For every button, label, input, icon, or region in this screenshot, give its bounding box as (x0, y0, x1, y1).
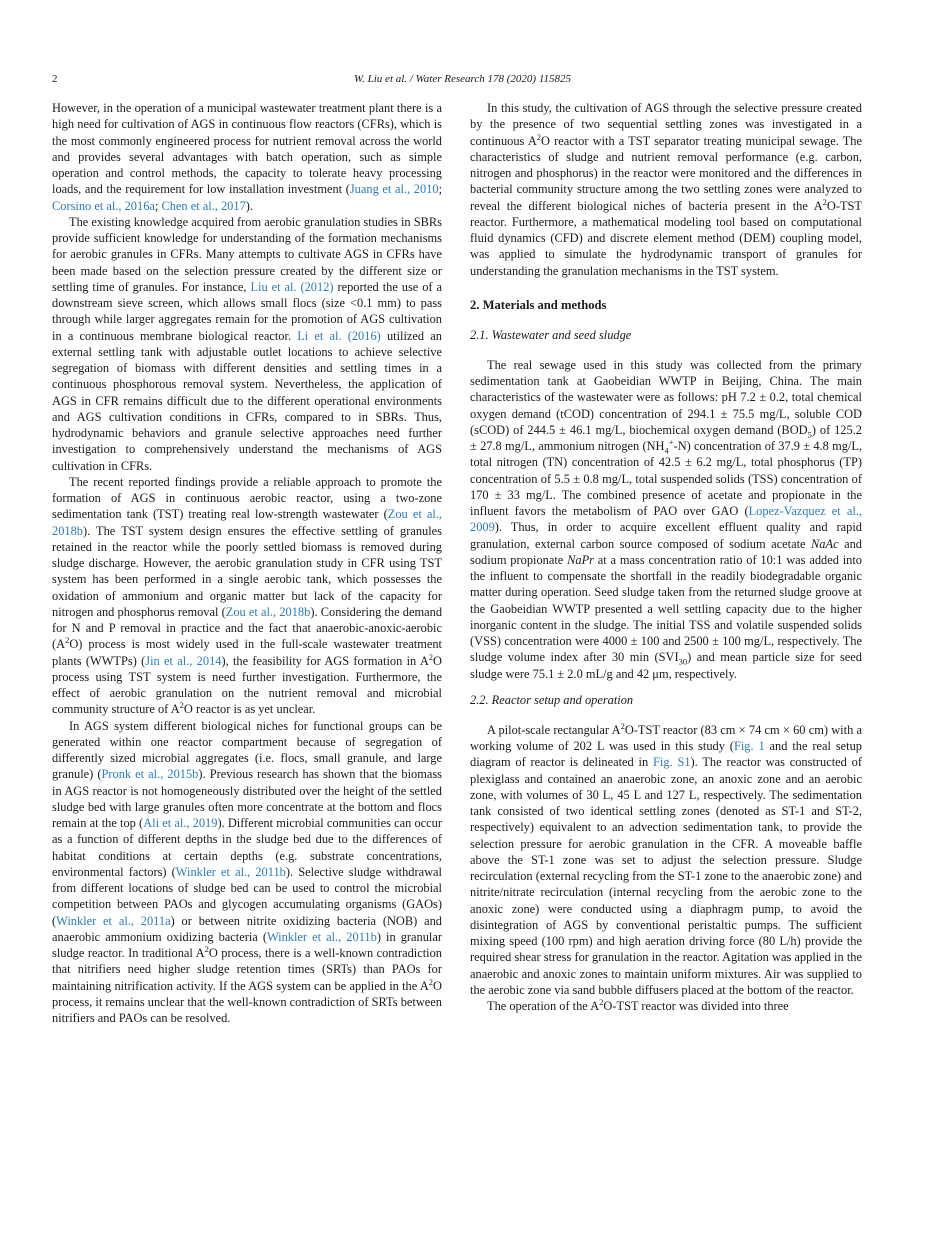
citation-link[interactable]: Jin et al., 2014 (145, 653, 222, 668)
journal-citation-line: W. Liu et al. / Water Research 178 (2020) 115825 (353, 73, 572, 85)
citation-link[interactable]: Juang et al., 2010 (349, 182, 439, 197)
figure-link[interactable]: Fig. 1 (733, 739, 765, 753)
paragraph: In this study, the cultivation of AGS through the selective pressure created by the presence of two sequential settling zones was investigated in a continuous $A^2O$ reactor with a TST separator treating municipal sewage. The characteristics of sludge and nutrient removal performance (e.g. carbon, nitrogen and phosphorus) in the reactor were monitored and the differences in bacterial community structure among the two settling zones were analyzed to reveal the different biological niches of bacteria present in the $A^2O$-TST reactor. Furthermore, a mathematical modeling tool based on computational fluid dynamics (CFD) and discrete element method (DEM) coupling model, was applied to simulate the hydrodynamic transport of granules for understanding the granulation mechanisms in the TST system. (470, 101, 862, 278)
citation-link[interactable]: Zou et al., 2018b (225, 604, 311, 619)
citation-link[interactable]: Winkler et al., 2011b (266, 929, 377, 944)
citation-link[interactable]: Winkler et al., 2011b (175, 864, 286, 879)
section-heading: 2. Materials and methods (470, 297, 607, 312)
citation-link[interactable]: Corsino et al., 2016a (52, 198, 155, 213)
citation-link[interactable]: Li et al. (2016) (297, 328, 381, 343)
paragraph: However, in the operation of a municipal wastewater treatment plant there is a high need for cultivation of AGS in continuous flow reactors (CFRs), which is the most commonly engineered process for nutrient removal across the world and provides several advantages with batch operation, such as simple operation and control methods, the capacity to tolerate heavy processing loads, and the requirement for low installation investment (Juang et al., 2010; Corsino et al., 2016a; Chen et al., 2017). (52, 101, 443, 213)
paragraph: The existing knowledge acquired from aerobic granulation studies in SBRs provide sufficient knowledge for understanding of the formation mechanisms for aerobic granules in CFRs. Many attempts to cultivate AGS in CFRs have been made based on the selection pressure created by the different size or settling time of granules. For instance, Liu et al. (2012) reported the use of a downstream sieve screen, which allows small flocs (size <0.1 mm) to pass through while larger aggregates remain for the promotion of AGS cultivation in a continuous membrane biological reactor. Li et al. (2016) utilized an external settling tank with adjustable outlet locations to achieve selective segregation of biomass with different densities and settling times in a continuous phosphorous removal system. Nevertheless, the application of AGS in CFR remains difficult due to the different operational environments and AGS cultivation conditions in CFRs, compared to in SBRs. Thus, hydrodynamic behaviors and granule selective approaches need further investigation to comprehensively understand the mechanisms of AGS cultivation in CFRs. (52, 214, 442, 473)
citation-link[interactable]: Chen et al., 2017 (161, 198, 246, 213)
citation-link[interactable]: Winkler et al., 2011a (56, 913, 171, 928)
right-column (470, 100, 862, 1014)
subsection-heading: 2.2. Reactor setup and operation (470, 692, 634, 707)
subsection-heading: 2.1. Wastewater and seed sludge (470, 327, 632, 342)
paragraph: The real sewage used in this study was collected from the primary sedimentation tank at Gaobeidian WWTP in Beijing, China. The main characteristics of the wastewater were as follows: pH 7.2 ± 0.2, total chemical oxygen demand (tCOD) concentration of 294.1 ± 75.5 mg/L, soluble COD (sCOD) of 244.5 ± 46.1 mg/L, biochemical oxygen demand $(BOD_5)$ of 125.2 ± 27.8 mg/L, ammonium nitrogen $(NH_4^+-N)$ concentration of 37.9 ± 4.8 mg/L, total nitrogen (TN) concentration of 42.5 ± 6.2 mg/L, total phosphorus (TP) concentration of 5.5 ± 0.8 mg/L, total suspended solids (TSS) concentration of 170 ± 33 mg/L. The combined presence of acetate and propionate in the influent favors the metabolism of PAO over GAO (Lopez-Vazquez et al., 2009). Thus, in order to acquire excellent effluent quality and rapid granulation, external carbon source composed of sodium acetate NaAc and sodium propionate NaPr at a mass concentration ratio of 10:1 was added into the influent to compensate the shortfall in the readily biodegradable organic matter during operation. Seed sludge taken from the returned sludge groove at the Gaobeidian WWTP presented a well settling capacity due to the higher inorganic content in the sludge. The initial TSS and volatile suspended solids (VSS) concentration were 4000 ± 100 and 2500 ± 100 mg/L, respectively. The sludge volume index after 30 $\min (SVI_{30})$ and mean particle size for seed sludge were 75.1 ± 2.0 mL/g and 42 μm, respectively. (470, 357, 863, 681)
citation-link[interactable]: Pronk et al., 2015b (101, 767, 199, 782)
citation-link[interactable]: Ali et al., 2019 (143, 816, 218, 830)
paragraph: In AGS system different biological niches for functional groups can be generated within one reactor compartment because of segregation of differently sized microbial aggregates (i.e. flocs, small granule, and large granule) (Pronk et al., 2015b). Previous research has shown that the biomass in AGS reactor is not homogeneously distributed over the height of the settled sludge bed with large granules often more concentrate at the bottom and flocs remain at the top (Ali et al., 2019). Different microbial communities can occur as a function of different depths in the sludge bed due to the differences of habitat conditions at certain depths (e.g. substrate concentrations, environmental factors) (Winkler et al., 2011b). Selective sludge withdrawal from different locations of sludge bed can be used to control the microbial competition between PAOs and glycogen accumulating organisms (GAOs) (Winkler et al., 2011a) or between nitrite oxidizing bacteria (NOB) and anaerobic ammonium oxidizing bacteria (Winkler et al., 2011b) in granular sludge reactor. In traditional $A^2O$ process, there is a well-known contradiction that nitrifiers need higher sludge retention times (SRTs) than PAOs for maintaining nitrification activity. If the AGS system can be applied in the $A^2O$ process, it remains unclear that the well-known contradiction of SRTs between nitrifiers and PAOs can be resolved. (52, 718, 442, 1025)
left-column (52, 100, 442, 1026)
figure-link[interactable]: Fig. S1 (653, 755, 691, 770)
paragraph: The operation of the $A^2O$-TST reactor was divided into three (487, 996, 789, 1013)
paragraph: A pilot-scale rectangular $A^2O$-TST reactor (83 cm × 74 cm × 60 cm) with a working volume of 202 L was used in this study (Fig. 1 and the real setup diagram of reactor is delineated in Fig. S1). The reactor was constructed of plexiglass and contained an anaerobic zone, an anoxic zone and an aerobic zone, with volumes of 30 L, 45 L and 127 L, respectively. The sedimentation tank consisted of two identical settling zones (denoted as ST-1 and ST-2, respectively) equivalent to an advection sedimentation tank, to provide the selection pressure for aerobic granulation in the CFR. A moveable baffle above the ST-1 zone was set to adjust the selection pressure. Sludge recirculation (external recycling from the ST-1 zone to the anaerobic zone) and nitrite/nitrate recirculation (internal recycling from the aerobic zone to the anoxic zone) were conducted using a diaphragm pump, to avoid the disintegration of AGS by conventional peristaltic pumps. The sufficient mixing speed (100 rpm) and high aeration driving force (80 L/h) provide the required shear stress for granulation in the reactor. Agitation was applied in the anaerobic and anoxic zones to maintain uniform mixtures. Air was supplied to the aerobic zone via sand bubble diffusers placed at the bottom of the reactor. (470, 720, 862, 997)
running-head (52, 71, 873, 87)
paragraph: The recent reported findings provide a reliable approach to promote the formation of AGS in continuous aerobic reactor, using a two-zone sedimentation tank (TST) treating real low-strength wastewater (Zou et al., 2018b). The TST system design ensures the effective settling of granules retained in the reactor while the poorly settled biomass is removed during sludge discharge. However, the aerobic granulation study in CFR using TST system has been performed in a single aerobic tank, which possesses the oxidation of ammonium and organic matter but lack of the capacity for nitrogen and phosphorus removal (Zou et al., 2018b). Considering the demand for N and P removal in practice and the fact that anaerobic-anoxic-aerobic $(A^2O)$ process is most widely used in the full-scale wastewater treatment plants (WWTPs) (Jin et al., 2014), the feasibility for AGS formation in $A^2O$ process using TST system is need further investigation. Furthermore, the effect of aerobic granulation on the nutrient removal and microbial community structure of $A^2O$ reactor is as yet unclear. (52, 474, 443, 717)
citation-link[interactable]: Liu et al. (2012) (250, 279, 334, 294)
page-number: 2 (52, 73, 58, 85)
citation-link[interactable]: Zou et al., 2018b (52, 507, 443, 538)
citation-link[interactable]: Lopez-Vazquez et al., 2009 (470, 504, 862, 535)
